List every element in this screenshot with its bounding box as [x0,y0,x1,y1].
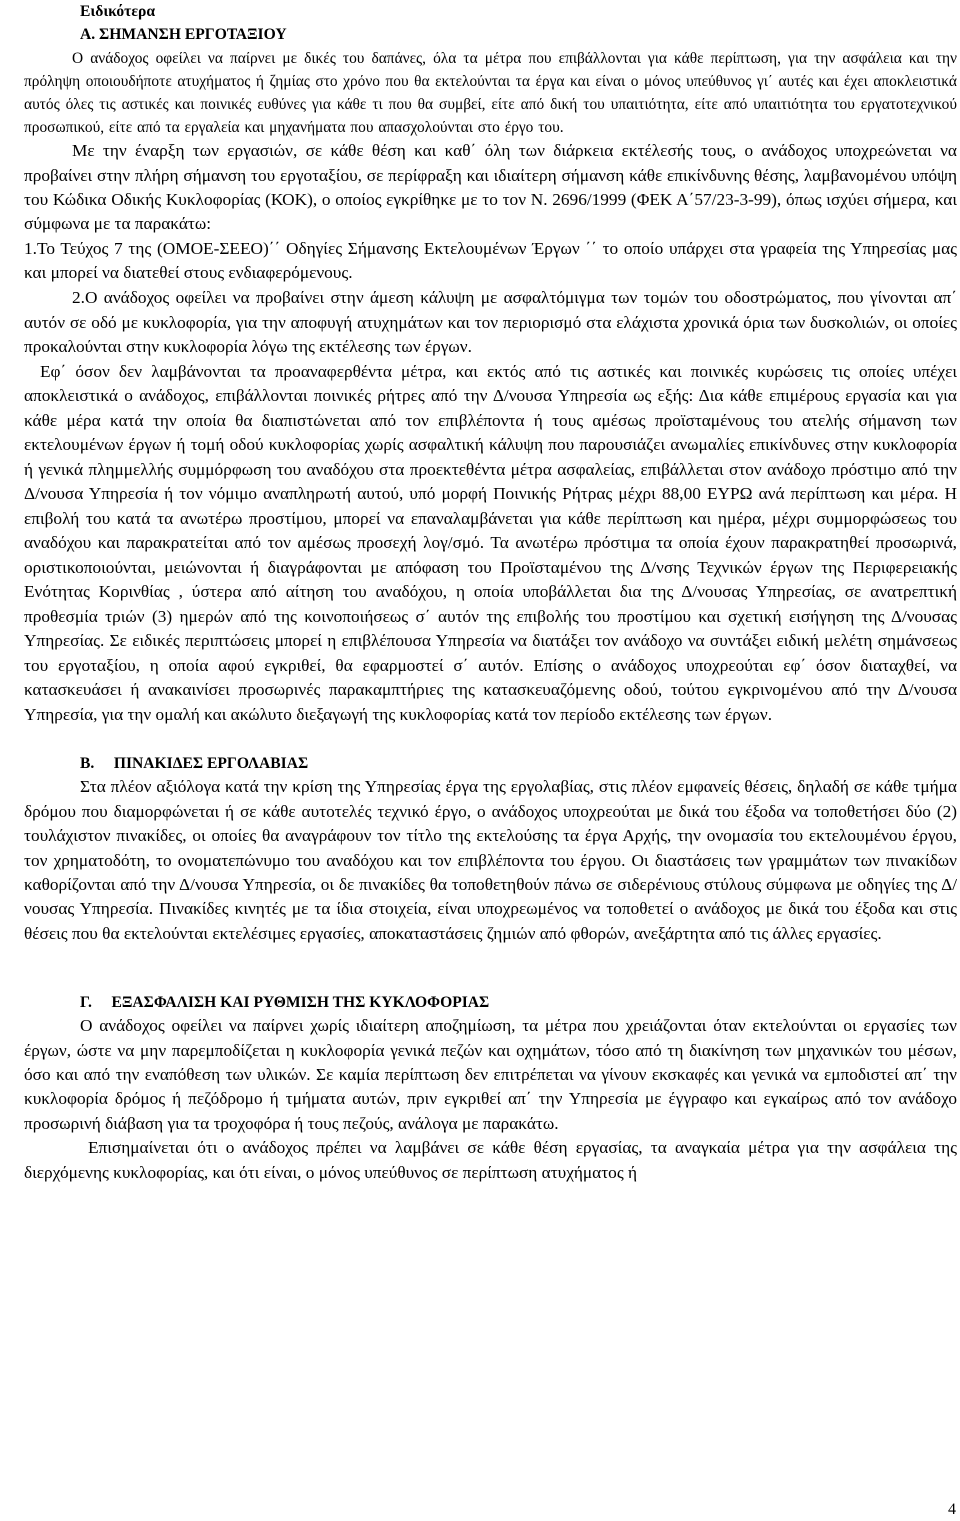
section-a-title: Α. ΣΗΜΑΝΣΗ ΕΡΓΟΤΑΞΙΟΥ [80,26,287,44]
section-a-paragraph-2: Με την έναρξη των εργασιών, σε κάθε θέση και καθ΄ όλη των διάρκεια εκτέλεσής τους, ο ανάδοχος υποχρεώνεται να προβαίνει στην πλήρη σήμανση του εργοταξίου, σε περίφραξη και ιδιαίτερη σήμανση κάθε επικίνδυνης θέσης, λαμβανομένου υπόψη του Κώδικα Οδικής Κυκλοφορίας (ΚΟΚ), ο οποίος εγκρίθηκε με το τον Ν. 2696/1999 (ΦΕΚ Α΄57/23-3-99), όπως ισχύει σήμερα, και σύμφωνα με τα παρακάτω: [24,141,957,234]
section-b-title: ΠΙΝΑΚΙΔΕΣ ΕΡΓΟΛΑΒΙΑΣ [113,755,309,773]
section-c-title: ΕΞΑΣΦΑΛΙΣΗ ΚΑΙ ΡΥΘΜΙΣΗ ΤΗΣ ΚΥΚΛΟΦΟΡΙΑΣ [111,994,490,1012]
section-c-paragraph-2: Επισημαίνεται ότι ο ανάδοχος πρέπει να λαμβάνει σε κάθε θέση εργασίας, τα αναγκαία μέτρα για την ασφάλεια της διερχόμενης κυκλοφορίας, και ότι είναι, ο μόνος υπεύθυνος σε περίπτωση ατυχήματος ή [24,1138,957,1182]
section-a-paragraph-3: Εφ΄ όσον δεν λαμβάνονται τα προαναφερθέντα μέτρα, και εκτός από τις αστικές και ποινικές κυρώσεις τις οποίες υπέχει αποκλειστικά ο ανάδοχος, επιβάλλονται ποινικές ρήτρες από την Δ/νουσα Υπηρεσία ως εξής: Δια κάθε επιμέρους εργασία και για κάθε μέρα κατά την οποία θα διαπιστώνεται από τον επιβλέποντα ή τους αμέσως προϊσταμένους του ατελής σήμανση των εκτελουμένων έργων ή τομή οδού κυκλοφορίας χωρίς ασφαλτική κάλυψη που παρουσιάζει ανωμαλίες επικίνδυνες στην κυκλοφορία ή γενικά πλημμελλής συμμόρφωση του αναδόχου στα προεκτεθέντα μέτρα ασφαλείας, επιβάλλεται στον ανάδοχο πρόστιμο από την Δ/νουσα Υπηρεσία ή τον νόμιμο αναπληρωτή αυτού, υπό μορφή Ποινικής Ρήτρας μέχρι 88,00 ΕΥΡΩ ανά περίπτωση και μέρα. Η επιβολή του κατά τα ανωτέρω προστίμου, μπορεί να επαναλαμβάνεται για κάθε περίπτωση και ημέρα, μέχρι συμμορφώσεως του αναδόχου και παρακρατείται από τον αμέσως προσεχή λογ/σμό. Τα ανωτέρω πρόστιμα τα οποία έχουν παρακρατηθεί προσωρινά, οριστικοποιούνται, μειώνονται ή διαγράφονται με απόφαση του Προϊσταμένου της Δ/νσης Τεχνικών έργων της Περιφερειακής Ενότητας Κορινθίας , ύστερα από αίτηση του αναδόχου, η οποία υποβάλλεται δια της Δ/νουσας Υπηρεσίας, σε ανατρεπτική προθεσμία τριών (3) ημερών από της κοινοποιήσεως σ΄ αυτόν της επιβολής του προστίμου και σχετική εισήγηση της Δ/νουσας Υπηρεσίας. Σε ειδικές περιπτώσεις μπορεί η επιβλέπουσα Υπηρεσία να διατάξει τον ανάδοχο να συντάξει ειδική μελέτη σημάνσεως του εργοταξίου, η οποία αφού εγκριθεί, θα εφαρμοστεί σ΄ αυτόν. Επίσης ο ανάδοχος υποχρεούται εφ΄ όσον διαταχθεί, να κατασκευάσει ή ανακαινίσει προσωρινές παρακαμπτήριες της κατασκευαζόμενης οδού, τούτου εγκρινομένου από την Δ/νουσα Υπηρεσία, για την ομαλή και ακώλυτο διεξαγωγή της κυκλοφορίας κατά τον περίοδο εκτέλεσης των έργων. [24,361,957,724]
section-b-letter: Β. [80,755,95,773]
section-c-letter: Γ. [80,994,92,1012]
document-page [24,0,957,1185]
page-heading: Ειδικότερα [80,3,156,20]
section-b-heading [24,753,957,775]
section-c-paragraph-1: Ο ανάδοχος οφείλει να παίρνει χωρίς ιδιαίτερη αποζημίωση, τα μέτρα που χρειάζονται όταν εκτελούνται οι εργασίες των έργων, ώστε να μην παρεμποδίζεται η κυκλοφορία γενικά πεζών και οχημάτων, τόσο από τη διακίνηση των μηχανικών του μέσων, όσο και από την εναπόθεση των υλικών. Σε καμία περίπτωση δεν επιτρέπεται να γίνουν εκσκαφές και γενικά να εμποδιστεί απ΄ την κυκλοφορία δρόμος ή πεζόδρομο ή τμήματα αυτών, πριν εγκριθεί απ΄ την Υπηρεσία με έγγραφο και εγκαίρως από τον ανάδοχο προσωρινή διάβαση για τα τροχοφόρα ή τους πεζούς, ανάλογα με παρακάτω. [24,1016,957,1133]
section-a-item-2: 2.Ο ανάδοχος οφείλει να προβαίνει στην άμεση κάλυψη με ασφαλτόμιγμα των τομών του οδοστρώματος, που γίνονται απ΄ αυτόν σε οδό με κυκλοφορία, για την αποφυγή ατυχημάτων και τον περιορισμό στα ελάχιστα χρονικά όρια των δυσκολιών, οι οποίες προκαλούνται στην κυκλοφορία λόγω της εκτέλεσης των έργων. [24,288,957,357]
page-number: 4 [948,1501,956,1518]
section-c-heading [24,992,957,1014]
section-c-block [24,1014,957,1185]
section-b-block [24,775,957,946]
section-a-intro-block [24,47,957,727]
section-b-paragraph-1: Στα πλέον αξιόλογα κατά την κρίση της Υπηρεσίας έργα της εργολαβίας, στις πλέον εμφανείς θέσεις, δηλαδή σε κάθε τμήμα δρόμου που διαμορφώνεται ή σε κάθε αυτοτελές τεχνικό έργο, ο ανάδοχος υποχρεούται με δικά του έξοδα να τοποθετήσει δύο (2) τουλάχιστον πινακίδες, οι οποίες θα αναγράφουν τον τίτλο της εκτελούσης τα έργα Αρχής, την ονομασία του εκτελουμένου έργου, τον χρηματοδότη, το ονοματεπώνυμο του αναδόχου και τον επιβλέποντα του έργου. Οι διαστάσεις των γραμμάτων των πινακίδων καθορίζονται από την Δ/νουσα Υπηρεσία, οι δε πινακίδες θα τοποθετηθούν πάνω σε σιδερένιους στύλους σύμφωνα με οδηγίες της Δ/νουσας Υπηρεσία. Πινακίδες κινητές με τα ίδια στοιχεία, είναι υποχρεωμένος να τοποθετεί ο ανάδοχος με δικά του έξοδα και στις θέσεις που θα εκτελούνται εκτελέσιμες εργασίες, αποκαταστάσεις ζημιών από φθορών, ανεξάρτητα από τις άλλες εργασίες. [24,777,957,943]
section-a-item-1: 1.Το Τεύχος 7 της (ΟΜΟΕ-ΣΕΕΟ)΄΄ Οδηγίες Σήμανσης Εκτελουμένων Έργων ΄΄ το οποίο υπάρχει στα γραφεία της Υπηρεσίας μας και μπορεί να διατεθεί στους ενδιαφερόμενους. [24,238,957,283]
section-a-paragraph-1: Ο ανάδοχος οφείλει να παίρνει με δικές του δαπάνες, όλα τα μέτρα που επιβάλλονται για κάθε περίπτωση, για την ασφάλεια και την πρόληψη οποιουδήποτε ατυχήματος ή ζημίας στο χρόνο που θα εκτελούνται τα έργα και είναι ο μόνος υπεύθυνος γι΄ αυτές και έχει αποκλειστικά αυτός όλες τις αστικές και ποινικές ευθύνες για κάθε τι που θα συμβεί, είτε από δική του υπαιτιότητα, είτε από υπαιτιότητα του εργατοτεχνικού προσωπικού, είτε από τα εργαλεία και μηχανήματα που απασχολούνται στο έργο του. [24,49,957,137]
